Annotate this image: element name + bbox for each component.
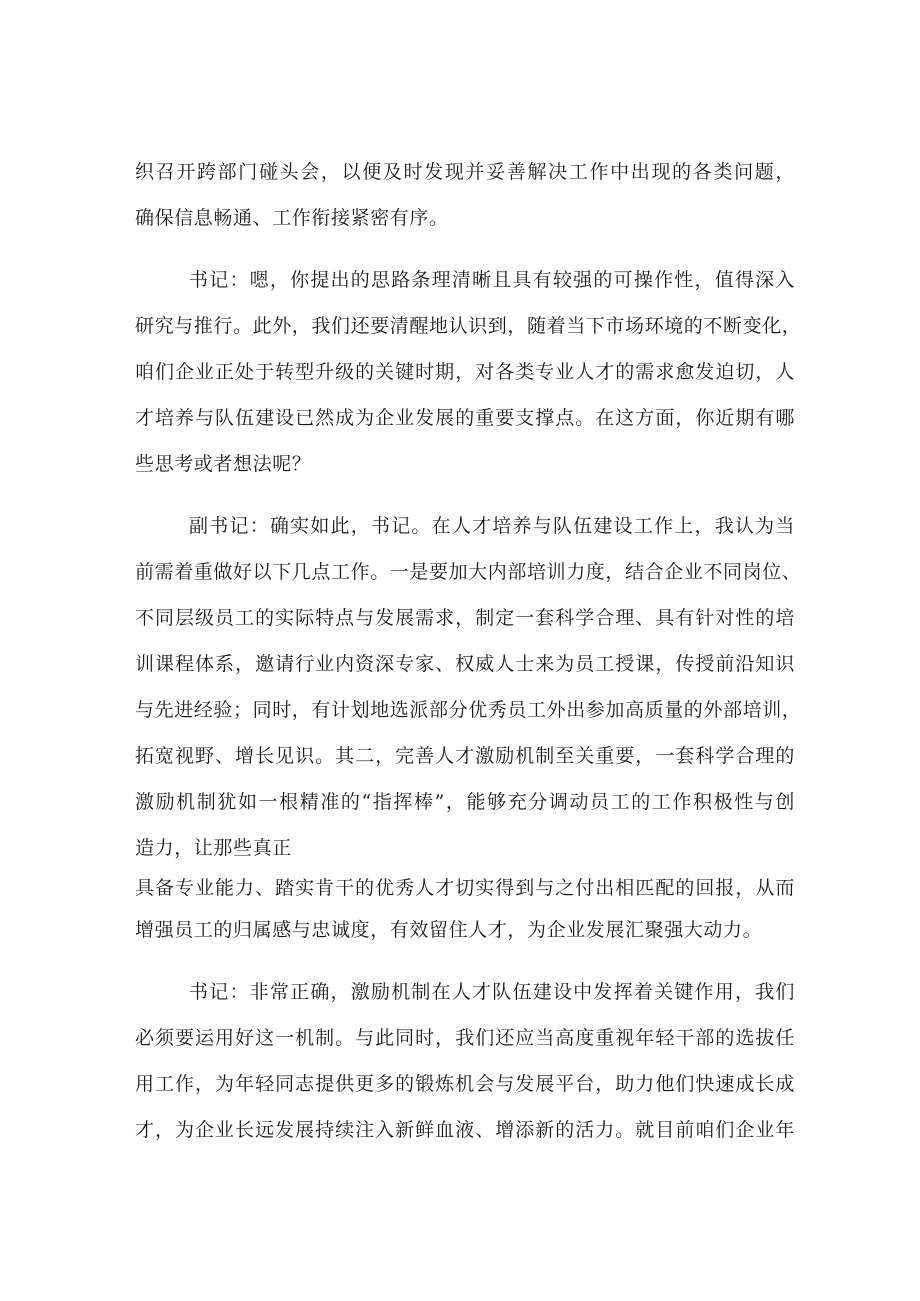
paragraph-3-line-4: 训课程体系，邀请行业内资深专家、权威人士来为员工授课，传授前沿知识	[135, 653, 795, 675]
paragraph-3-line-2: 前需着重做好以下几点工作。一是要加大内部培训力度，结合企业不同岗位、	[135, 561, 802, 583]
paragraph-2-line-4: 才培养与队伍建设已然成为企业发展的重要支撑点。在这方面，你近期有哪	[135, 407, 795, 429]
paragraph-3-line-6: 拓宽视野、增长见识。其二，完善人才激励机制至关重要，一套科学合理的	[135, 745, 795, 767]
paragraph-2-line-3: 咱们企业正处于转型升级的关键时期，对各类专业人才的需求愈发迫切，人	[135, 361, 795, 383]
paragraph-2-line-2: 研究与推行。此外，我们还要清醒地认识到，随着当下市场环境的不断变化，	[135, 315, 802, 337]
paragraph-4-line-1: 书记：非常正确，激励机制在人才队伍建设中发挥着关键作用，我们	[189, 981, 795, 1003]
paragraph-2-line-1: 书记：嗯，你提出的思路条理清晰且具有较强的可操作性，值得深入	[189, 269, 795, 291]
paragraph-3-line-1: 副书记：确实如此，书记。在人才培养与队伍建设工作上，我认为当	[189, 515, 795, 537]
paragraph-2-line-5: 些思考或者想法呢？	[135, 453, 312, 475]
paragraph-3-line-3: 不同层级员工的实际特点与发展需求，制定一套科学合理、具有针对性的培	[135, 607, 795, 629]
paragraph-4-line-3: 用工作，为年轻同志提供更多的锻炼机会与发展平台，助力他们快速成长成	[135, 1073, 795, 1095]
paragraph-3-line-9: 具备专业能力、踏实肯干的优秀人才切实得到与之付出相匹配的回报，从而	[135, 877, 795, 899]
paragraph-1-line-2: 确保信息畅通、工作衔接紧密有序。	[135, 207, 449, 229]
paragraph-4-line-4: 才，为企业长远发展持续注入新鲜血液、增添新的活力。就目前咱们企业年	[135, 1119, 795, 1141]
paragraph-3-line-8: 造力，让那些真正	[135, 837, 292, 859]
paragraph-3-line-10: 增强员工的归属感与忠诚度，有效留住人才，为企业发展汇聚强大动力。	[135, 919, 763, 941]
paragraph-1-line-1: 织召开跨部门碰头会，以便及时发现并妥善解决工作中出现的各类问题，	[135, 161, 795, 183]
paragraph-4-line-2: 必须要运用好这一机制。与此同时，我们还应当高度重视年轻干部的选拔任	[135, 1027, 795, 1049]
paragraph-3-line-7: 激励机制犹如一根精准的“指挥棒”，能够充分调动员工的工作积极性与创	[135, 791, 795, 813]
paragraph-3-line-5: 与先进经验；同时，有计划地选派部分优秀员工外出参加高质量的外部培训，	[135, 699, 802, 721]
